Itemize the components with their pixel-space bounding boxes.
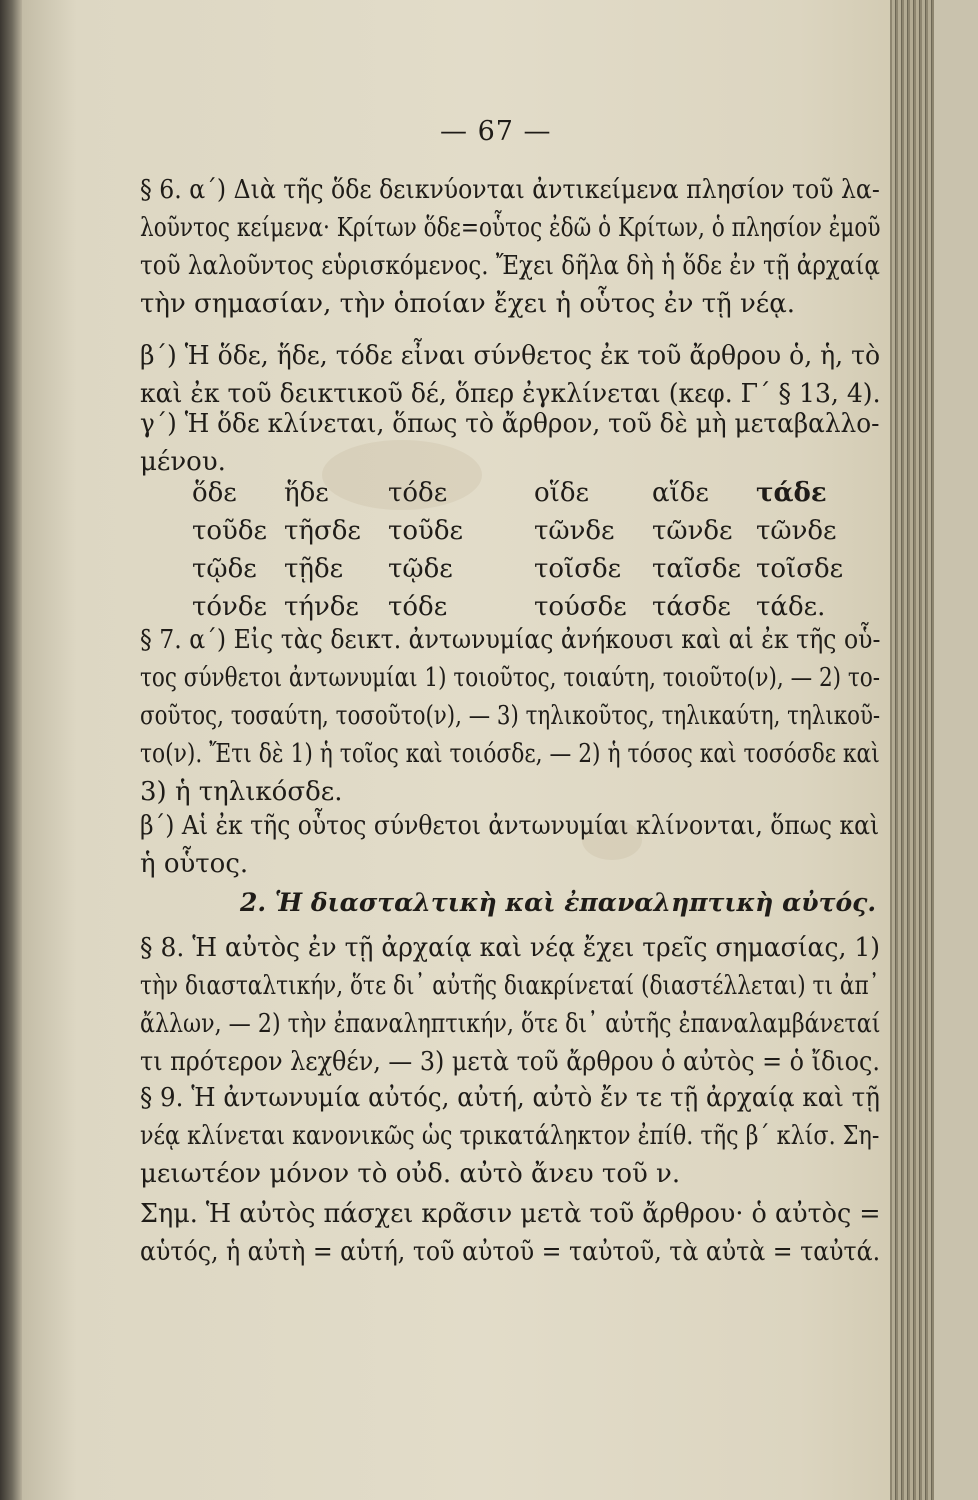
section-6b-paragraph [140, 338, 880, 414]
section-9-paragraph [140, 1080, 880, 1194]
declension-row [192, 478, 832, 516]
declension-cell: ταῖσδε [652, 554, 742, 584]
text-line: Σημ. Ἡ αὐτὸς πάσχει κρᾶσιν μετὰ τοῦ ἄρθρου· ὁ αὐτὸς = [140, 1199, 881, 1229]
page-edge-stack [890, 0, 934, 1500]
section-6-paragraph [140, 172, 880, 324]
text-line: ἄλλων, — 2) τὴν ἐπαναληπτικήν, ὅτε δι᾽ αὐτῆς ἐπαναλαμβάνεταί [140, 1009, 881, 1039]
declension-cell: τήνδε [284, 592, 359, 622]
section-heading: 2. Ἡ διασταλτικὴ καὶ ἐπαναληπτικὴ αὐτός. [240, 888, 877, 917]
text-line: β΄) Ἡ ὅδε, ἥδε, τόδε εἶναι σύνθετος ἐκ τοῦ ἄρθρου ὁ, ἡ, τὸ [140, 341, 881, 371]
declension-cell: τῇδε [284, 554, 344, 584]
text-line: § 7. α΄) Εἰς τὰς δεικτ. ἀντωνυμίας ἀνήκουσι καὶ αἱ ἐκ τῆς οὗ- [140, 625, 881, 655]
section-6c-paragraph [140, 406, 880, 482]
declension-row [192, 554, 844, 592]
section-8-paragraph [140, 930, 880, 1082]
declension-cell: τῶνδε [534, 516, 615, 546]
declension-cell: τῷδε [388, 554, 453, 584]
text-line: το(ν). Ἔτι δὲ 1) ἡ τοῖος καὶ τοιόσδε, — 2) ἡ τόσος καὶ τοσόσδε καὶ [140, 739, 880, 769]
declension-cell: τάδε [756, 478, 827, 508]
declension-cell: τοῦδε [388, 516, 463, 546]
text-line: τὴν σημασίαν, τὴν ὁποίαν ἔχει ἡ οὗτος ἐν τῇ νέᾳ. [140, 289, 796, 319]
text-line: μένου. [140, 447, 226, 477]
text-line: τος σύνθετοι ἀντωνυμίαι 1) τοιοῦτος, τοιαύτη, τοιοῦτο(ν), — 2) το- [140, 663, 881, 693]
declension-cell: οἵδε [534, 478, 589, 508]
declension-cell: τοῖσδε [756, 554, 844, 584]
text-line: § 9. Ἡ ἀντωνυμία αὐτός, αὐτή, αὐτὸ ἔν τε τῇ ἀρχαίᾳ καὶ τῇ [140, 1083, 880, 1113]
text-line: σοῦτος, τοσαύτη, τοσοῦτο(ν), — 3) τηλικοῦτος, τηλικαύτη, τηλικοῦ- [140, 701, 881, 731]
text-line: 3) ἡ τηλικόσδε. [140, 777, 343, 807]
text-line: ἡ οὗτος. [140, 849, 249, 879]
declension-table [192, 478, 844, 630]
declension-cell: τῷδε [192, 554, 257, 584]
declension-cell: τούσδε [534, 592, 627, 622]
declension-cell: τάσδε [652, 592, 731, 622]
declension-row [192, 516, 837, 554]
text-line: τοῦ λαλοῦντος εὑρισκόμενος. Ἔχει δῆλα δὴ ἡ ὅδε ἐν τῇ ἀρχαίᾳ [140, 251, 880, 281]
declension-cell: τῶνδε [756, 516, 837, 546]
text-line: νέᾳ κλίνεται κανονικῶς ὡς τρικατάληκτον ἐπίθ. τῆς β΄ κλίσ. Ση- [140, 1121, 880, 1151]
text-line: καὶ ἐκ τοῦ δεικτικοῦ δέ, ὅπερ ἐγκλίνεται (κεφ. Γ΄ § 13, 4). [140, 379, 881, 409]
text-line: § 8. Ἡ αὐτὸς ἐν τῇ ἀρχαίᾳ καὶ νέᾳ ἔχει τρεῖς σημασίας, 1) [140, 933, 881, 963]
declension-cell: τόδε [388, 478, 448, 508]
declension-cell: τῶνδε [652, 516, 733, 546]
declension-cell: τάδε. [756, 592, 826, 622]
text-line: τὴν διασταλτικήν, ὅτε δι᾽ αὐτῆς διακρίνεταί (διαστέλλεται) τι ἀπ᾽ [140, 971, 880, 1001]
book-binding [0, 0, 22, 1500]
text-line: αὑτός, ἡ αὐτὴ = αὑτή, τοῦ αὐτοῦ = ταὐτοῦ, τὰ αὐτὰ = ταὐτά. [140, 1237, 881, 1267]
text-line: β΄) Αἱ ἐκ τῆς οὗτος σύνθετοι ἀντωνυμίαι κλίνονται, ὅπως καὶ [140, 811, 880, 841]
page-sheet [22, 0, 934, 1500]
declension-cell: τοῦδε [192, 516, 267, 546]
declension-cell: τόνδε [192, 592, 267, 622]
declension-cell: τοῖσδε [534, 554, 622, 584]
declension-cell: ὅδε [192, 478, 237, 508]
text-line: γ΄) Ἡ ὅδε κλίνεται, ὅπως τὸ ἄρθρον, τοῦ δὲ μὴ μεταβαλλο- [140, 409, 880, 439]
text-line: λοῦντος κείμενα· Κρίτων ὅδε=οὗτος ἐδῶ ὁ Κρίτων, ὁ πλησίον ἐμοῦ [140, 213, 881, 243]
page-number: — 67 — [440, 116, 552, 147]
note-paragraph [140, 1196, 880, 1272]
declension-cell: τόδε [388, 592, 448, 622]
text-line: § 6. α΄) Διὰ τῆς ὅδε δεικνύονται ἀντικείμενα πλησίον τοῦ λα- [140, 175, 880, 205]
text-line: τι πρότερον λεχθέν, — 3) μετὰ τοῦ ἄρθρου ὁ αὐτὸς = ὁ ἴδιος. [140, 1047, 880, 1077]
section-7b-paragraph [140, 808, 880, 884]
declension-cell: αἵδε [652, 478, 709, 508]
section-7-paragraph [140, 622, 880, 812]
declension-cell: ἥδε [284, 478, 329, 508]
text-line: μειωτέον μόνον τὸ οὐδ. αὐτὸ ἄνευ τοῦ ν. [140, 1159, 681, 1189]
declension-cell: τῆσδε [284, 516, 361, 546]
